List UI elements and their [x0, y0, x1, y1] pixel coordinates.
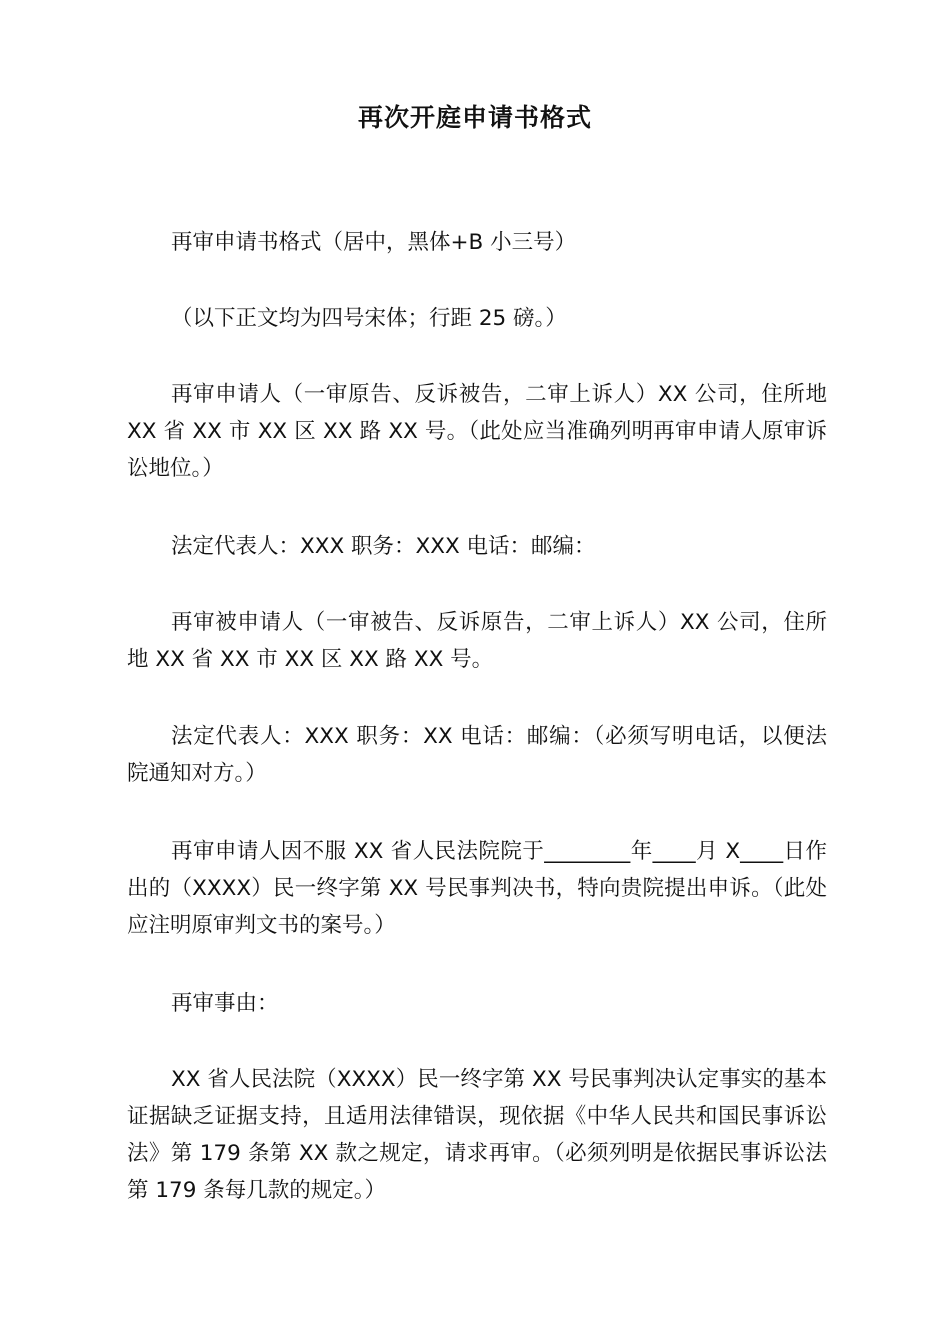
paragraph-format-note: 再审申请书格式（居中，黑体+B 小三号） [171, 230, 577, 255]
paragraph-retrial-reason: XX 省人民法院（XXXX）民一终字第 XX 号民事判决认定事实的基本证据缺乏证据支持，且适用法律错误，现依据《中华人民共和国民事诉讼法》第 179 条第 XX 款之规定，请求再审。（必须列明是依据民事诉讼法第 179 条每几款的规定。） [127, 1067, 827, 1203]
paragraph-retrial-reason-heading: 再审事由： [171, 991, 279, 1016]
paragraph-applicant-representative: 法定代表人：XXX 职务：XXX 电话：邮编： [171, 534, 596, 559]
paragraph-applicant: 再审申请人（一审原告、反诉被告，二审上诉人）XX 公司，住所地 XX 省 XX 市 XX 区 XX 路 XX 号。（此处应当准确列明再审申请人原审诉讼地位。） [127, 382, 827, 481]
paragraph-appeal-statement: 再审申请人因不服 XX 省人民法院院于________年____月 X____日作出的（XXXX）民一终字第 XX 号民事判决书，特向贵院提出申诉。（此处应注明原审判文书的案号。） [127, 839, 827, 938]
paragraph-respondent-representative: 法定代表人：XXX 职务：XX 电话：邮编：（必须写明电话，以便法院通知对方。） [127, 724, 827, 786]
paragraph-respondent: 再审被申请人（一审被告、反诉原告，二审上诉人）XX 公司，住所地 XX 省 XX 市 XX 区 XX 路 XX 号。 [127, 610, 827, 672]
document-title: 再次开庭申请书格式 [357, 103, 592, 132]
paragraph-body-font-note: （以下正文均为四号宋体；行距 25 磅。） [171, 306, 567, 331]
